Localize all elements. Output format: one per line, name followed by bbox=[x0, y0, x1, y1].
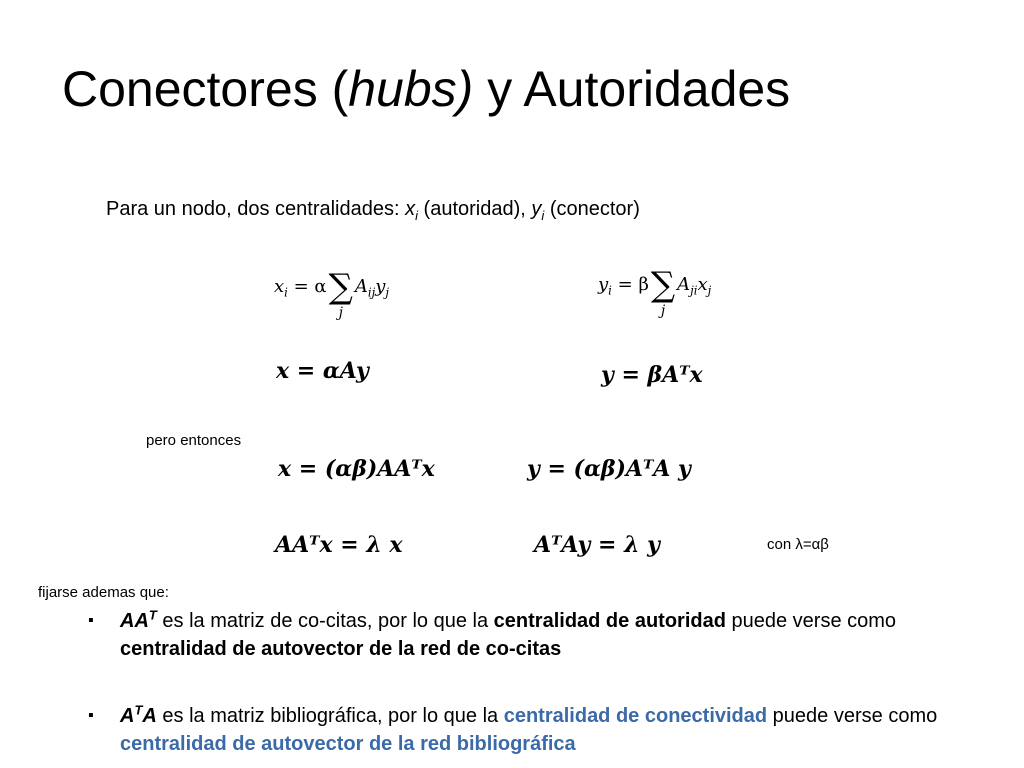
eq2-lhs-sub: i bbox=[608, 283, 612, 298]
eq1-eq: = α bbox=[287, 276, 327, 297]
pero-entonces-note: pero entonces bbox=[146, 432, 242, 449]
equation-hub-eigen: AᵀAy = λ y bbox=[534, 532, 660, 558]
equation-hub-composed: y = (αβ)AᵀA y bbox=[527, 456, 691, 482]
lambda-note: con λ=αβ bbox=[767, 536, 829, 553]
eq2-var: x bbox=[697, 274, 708, 295]
intro-after-y: (conector) bbox=[544, 198, 640, 220]
equation-hub-matrix: y = βAᵀx bbox=[601, 362, 703, 388]
bullet-2-highlight-1: centralidad de conectividad bbox=[503, 705, 768, 727]
intro-after-x: (autoridad), bbox=[417, 198, 532, 220]
eq2-sum: ∑ bbox=[650, 265, 676, 305]
eq2-eq: = β bbox=[611, 274, 649, 295]
eq2-a-sub: ji bbox=[690, 283, 698, 298]
intro-lead: Para un nodo, dos centralidades: bbox=[106, 198, 406, 220]
eq2-lhs: y bbox=[598, 274, 609, 295]
intro-y-sub: i bbox=[541, 208, 545, 223]
bullet-2-highlight-2: centralidad de autovector de la red bibliográfica bbox=[120, 733, 576, 755]
eq1-var: y bbox=[375, 276, 386, 297]
slide-title bbox=[62, 62, 790, 117]
eq1-lhs: x bbox=[274, 276, 285, 297]
equation-authority-composed: x = (αβ)AAᵀx bbox=[278, 456, 435, 482]
equation-hub-sum bbox=[598, 265, 712, 319]
bullet-1-highlight-2: centralidad de autovector de la red de co-citas bbox=[120, 638, 562, 660]
bullet-2-term-sup: T bbox=[134, 702, 143, 718]
bullet-1-highlight-1: centralidad de autoridad bbox=[493, 610, 726, 632]
sum-symbol bbox=[650, 265, 676, 319]
bullet-cocitation bbox=[88, 607, 988, 663]
eq2-sum-index: j bbox=[660, 303, 666, 319]
bullet-2-term: A bbox=[120, 705, 135, 727]
eq1-a-sub: ij bbox=[367, 285, 376, 300]
bullet-marker-icon: ▪ bbox=[88, 707, 94, 724]
equation-authority-sum bbox=[274, 267, 390, 321]
bullet-1-text-2: puede verse como bbox=[725, 610, 897, 632]
intro-y: y bbox=[531, 198, 542, 220]
intro-x-sub: i bbox=[415, 208, 418, 223]
equation-authority-eigen: AAᵀx = λ x bbox=[275, 532, 403, 558]
eq1-sum-index: j bbox=[338, 305, 343, 321]
intro-text bbox=[106, 198, 640, 221]
bullet-2-text-1: es la matriz bibliográfica, por lo que la bbox=[156, 705, 504, 727]
title-italic: hubs) bbox=[348, 61, 474, 117]
eq1-var-sub: j bbox=[385, 285, 390, 300]
eq2-a: A bbox=[677, 274, 691, 295]
bullet-2-term-after: A bbox=[142, 705, 157, 727]
bullet-1-term-sup: T bbox=[148, 607, 157, 623]
title-suffix: y Autoridades bbox=[473, 61, 791, 117]
bullet-bibliographic bbox=[88, 702, 988, 758]
eq1-lhs-sub: i bbox=[284, 285, 288, 300]
bullet-1-text-1: es la matriz de co-citas, por lo que la bbox=[156, 610, 494, 632]
intro-x: x bbox=[405, 198, 416, 220]
bullet-1-term: AA bbox=[120, 610, 149, 632]
fijarse-note: fijarse ademas que: bbox=[38, 584, 169, 601]
eq1-sum: ∑ bbox=[328, 267, 353, 307]
eq2-var-sub: j bbox=[707, 283, 712, 298]
bullet-2-text-2: puede verse como bbox=[767, 705, 938, 727]
bullet-marker-icon: ▪ bbox=[88, 612, 94, 629]
title-prefix: Conectores ( bbox=[62, 61, 349, 117]
eq1-a: A bbox=[354, 276, 368, 297]
sum-symbol bbox=[328, 267, 353, 321]
equation-authority-matrix: x = αAy bbox=[276, 358, 369, 384]
